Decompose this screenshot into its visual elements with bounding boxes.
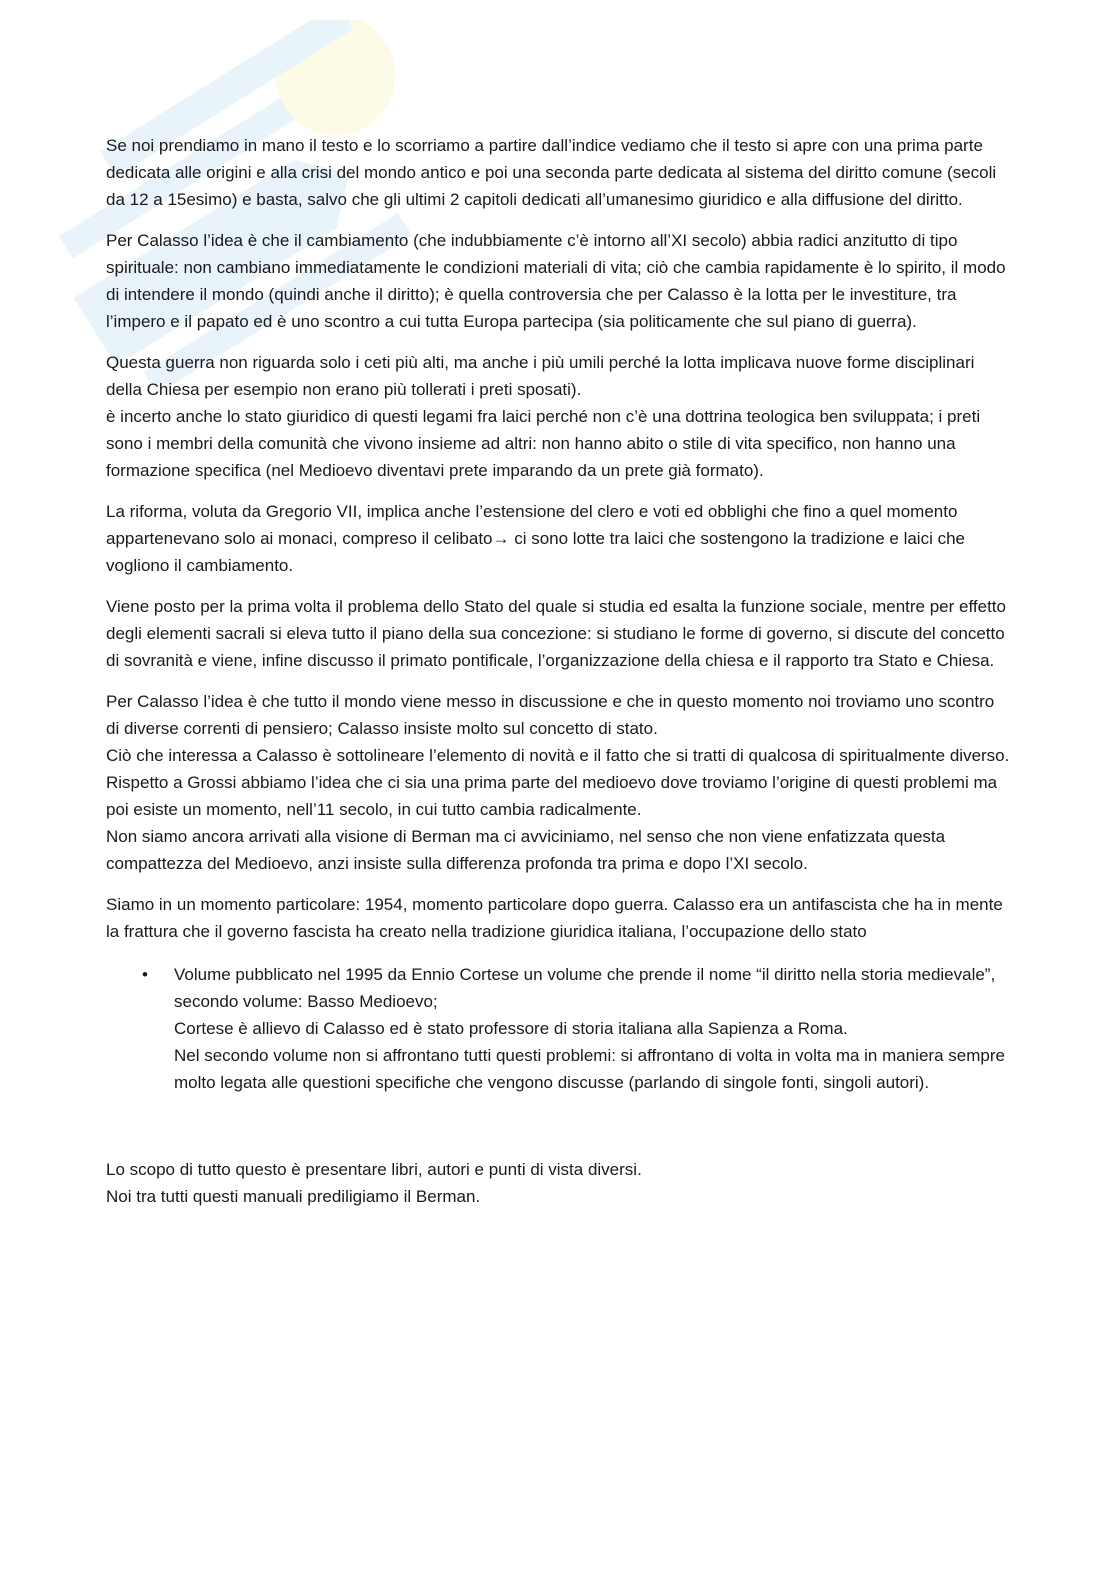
- paragraph-6: Viene posto per la prima volta il problema dello Stato del quale si studia ed esalta la funzione sociale, mentre per effetto degli elementi sacrali si eleva tutto il piano della sua concezione: si studiano le forme di governo, si discute del concetto di sovranità e viene, infine discusso il primato pontificale, l’organizzazione della chiesa e il rapporto tra Stato e Chiesa.: [106, 597, 1006, 670]
- document-body: [106, 132, 1011, 1210]
- closing-line-1: Lo scopo di tutto questo è presentare libri, autori e punti di vista diversi.: [106, 1160, 642, 1179]
- paragraph-10: Non siamo ancora arrivati alla visione di Berman ma ci avviciniamo, nel senso che non viene enfatizzata questa compattezza del Medioevo, anzi insiste sulla differenza profonda tra prima e dopo l’XI secolo.: [106, 827, 946, 873]
- paragraph-11: Siamo in un momento particolare: 1954, momento particolare dopo guerra. Calasso era un antifascista che ha in mente la frattura che il governo fascista ha creato nella tradizione giuridica italiana, l’occupazione dello stato: [106, 895, 1003, 941]
- bullet-line-3: Nel secondo volume non si affrontano tutti questi problemi: si affrontano di volta in volta ma in maniera sempre molto legata alle questioni specifiche che vengono discusse (parlando di singole fonti, singoli autori).: [174, 1046, 1005, 1092]
- paragraph-4: è incerto anche lo stato giuridico di questi legami fra laici perché non c’è una dottrina teologica ben sviluppata; i preti sono i membri della comunità che vivono insieme ad altri: non hanno abito o stile di vita specifico, non hanno una formazione specifica (nel Medioevo diventavi prete imparando da un prete già formato).: [106, 407, 981, 480]
- paragraph-1: Se noi prendiamo in mano il testo e lo scorriamo a partire dall’indice vediamo che il testo si apre con una prima parte dedicata alle origini e alla crisi del mondo antico e poi una seconda parte dedicata al sistema del diritto comune (secoli da 12 a 15esimo) e basta, salvo che gli ultimi 2 capitoli dedicati all’umanesimo giuridico e alla diffusione del diritto.: [106, 136, 997, 209]
- paragraph-7: Per Calasso l’idea è che tutto il mondo viene messo in discussione e che in questo momento noi troviamo uno scontro di diverse correnti di pensiero; Calasso insiste molto sul concetto di stato.: [106, 692, 995, 738]
- closing-line-2: Noi tra tutti questi manuali prediligiamo il Berman.: [106, 1187, 481, 1206]
- bullet-list: [106, 961, 1011, 1096]
- paragraph-8: Ciò che interessa a Calasso è sottolineare l’elemento di novità e il fatto che si tratti di qualcosa di spiritualmente diverso.: [106, 746, 1010, 765]
- paragraph-5: La riforma, voluta da Gregorio VII, implica anche l’estensione del clero e voti ed obblighi che fino a quel momento appartenevano solo ai monaci, compreso il celibato→ ci sono lotte tra laici che sostengono la tradizione e laici che vogliono il cambiamento.: [106, 502, 965, 575]
- paragraph-9: Rispetto a Grossi abbiamo l’idea che ci sia una prima parte del medioevo dove troviamo l’origine di questi problemi ma poi esiste un momento, nell’11 secolo, in cui tutto cambia radicalmente.: [106, 773, 998, 819]
- paragraph-3: Questa guerra non riguarda solo i ceti più alti, ma anche i più umili perché la lotta implicava nuove forme disciplinari della Chiesa per esempio non erano più tollerati i preti sposati).: [106, 353, 975, 399]
- bullet-marker: •: [142, 965, 148, 984]
- bullet-line-1: Volume pubblicato nel 1995 da Ennio Cortese un volume che prende il nome “il diritto nella storia medievale”, secondo volume: Basso Medioevo;: [174, 965, 996, 1011]
- list-item: [106, 961, 1011, 1096]
- bullet-line-2: Cortese è allievo di Calasso ed è stato professore di storia italiana alla Sapienza a Roma.: [174, 1019, 848, 1038]
- paragraph-2: Per Calasso l’idea è che il cambiamento (che indubbiamente c’è intorno all’XI secolo) abbia radici anzitutto di tipo spirituale: non cambiano immediatamente le condizioni materiali di vita; ciò che cambia rapidamente è lo spirito, il modo di intendere il mondo (quindi anche il diritto); è quella controversia che per Calasso è la lotta per le investiture, tra l’impero e il papato ed è uno scontro a cui tutta Europa partecipa (sia politicamente che sul piano di guerra).: [106, 231, 1006, 331]
